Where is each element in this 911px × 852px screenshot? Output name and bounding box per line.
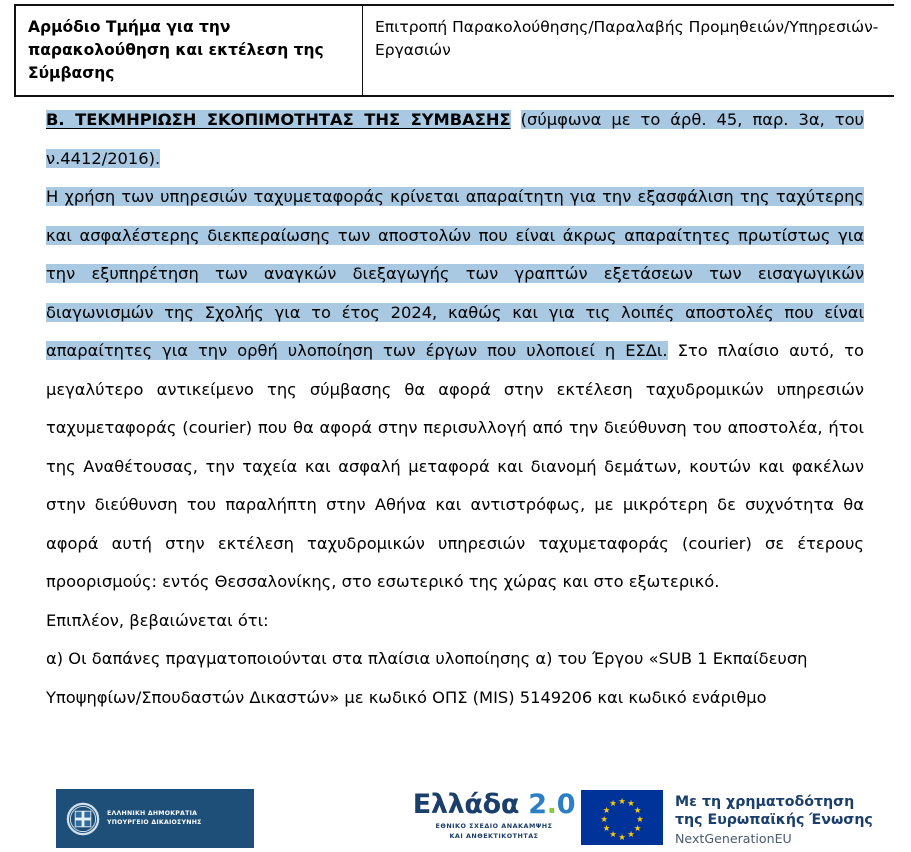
eu-star-icon: ★ — [633, 805, 642, 816]
ellada-version-major: 2 — [528, 789, 547, 820]
table-row — [15, 5, 894, 96]
greek-coat-of-arms-icon — [66, 802, 100, 836]
ellada-2-0-subtitle — [408, 822, 580, 841]
eu-star-icon: ★ — [618, 832, 626, 843]
section-heading-note: (σύμφωνα με το άρθ. 45, παρ. 3α, του ν.4412/2016). — [46, 110, 864, 168]
paragraph-item-a-text: α) Οι δαπάνες πραγματοποιούνται στα πλαίσια υλοποίησης α) του Έργου «SUB 1 Εκπαίδευση Υποψηφίων/Σπουδαστών Δικαστών» με κωδικό ΟΠΣ (MIS) 5149206 και κωδικό ενάριθμο — [46, 649, 808, 707]
eu-star-icon: ★ — [609, 799, 617, 810]
ellada-2-0-logo — [408, 791, 580, 842]
hellenic-republic-logo-text — [107, 810, 202, 828]
heading-spacer — [511, 110, 521, 129]
european-union-flag-icon — [581, 790, 663, 845]
paragraph-justification-rest: Στο πλαίσιο αυτό, το μεγαλύτερο αντικείμενο της σύμβασης θα αφορά στην εκτέλεση ταχυδρομικών υπηρεσιών ταχυμεταφοράς (courier) που θα αφορά στην περισυλλογή από την διεύθυνση του αποστολέα, ήτοι της Αναθέτουσας, την ταχεία και ασφαλή μεταφορά και διανομή δεμάτων, κουτών και φακέλων στην διεύθυνση του παραλήπτη στην Αθήνα και αντιστρόφως, με μικρότερη δε συχνότητα θα αφορά αυτή στην εκτέλεση ταχυδρομικών υπηρεσιών ταχυμεταφοράς (courier) σε έτερους προορισμούς: εντός Θεσσαλονίκης, στο εσωτερικό της χώρας και στο εξωτερικό. — [46, 341, 864, 591]
ellada-version-dot: . — [546, 789, 557, 820]
paragraph-item-a — [46, 640, 864, 717]
eu-star-icon: ★ — [602, 823, 611, 834]
hellenic-republic-logo — [56, 789, 254, 848]
paragraph-additional-intro-text: Επιπλέον, βεβαιώνεται ότι: — [46, 610, 269, 630]
ellada-subtitle-line1: ΕΘΝΙΚΟ ΣΧΕΔΙΟ ΑΝΑΚΑΜΨΗΣ — [435, 822, 553, 831]
ellada-version-minor: 0 — [556, 789, 576, 820]
eu-funding-line1: Με τη χρηματοδότηση — [675, 794, 855, 810]
paragraph-justification-highlighted: Η χρήση των υπηρεσιών ταχυμεταφοράς κρίνεται απαραίτητη για την εξασφάλιση της ταχύτερης και ασφαλέστερης διεκπεραίωσης των αποστολών που είναι άκρως απαραίτητες πρωτίστως για την εξυπηρέτηση των αναγκών διεξαγωγής των γραπτών εξετάσεων των εισαγωγικών διαγωνισμών της Σχολής για το έτος 2024, καθώς και για τις λοιπές αποστολές που είναι απαραίτητες για την ορθή υλοποίηση των έργων που υλοποιεί η ΕΣΔι. — [46, 187, 864, 360]
ellada-2-0-wordmark — [408, 791, 580, 819]
hellenic-republic-line1: ΕΛΛΗΝΙΚΗ ΔΗΜΟΚΡΑΤΙΑ — [107, 809, 198, 817]
paragraph-justification — [46, 178, 864, 602]
eu-star-icon: ★ — [636, 814, 644, 825]
eu-star-icon: ★ — [602, 805, 611, 816]
paragraph-additional-intro — [46, 602, 864, 641]
ellada-spacer — [519, 789, 528, 820]
eu-star-icon: ★ — [633, 823, 642, 834]
eu-star-icon: ★ — [600, 814, 608, 825]
footer-logos — [0, 789, 911, 852]
ellada-subtitle-line2: ΚΑΙ ΑΝΘΕΚΤΙΚΟΤΗΤΑΣ — [449, 831, 539, 840]
document-body — [46, 101, 864, 717]
eu-star-icon: ★ — [618, 797, 626, 807]
table-cell-responsible-department: Αρμόδιο Τμήμα για την παρακολούθηση και εκτέλεση της Σύμβασης — [15, 5, 363, 96]
eu-star-icon: ★ — [609, 830, 617, 841]
ellada-name: Ελλάδα — [412, 789, 520, 820]
hellenic-republic-line2: ΥΠΟΥΡΓΕΙΟ ΔΙΚΑΙΟΣΥΝΗΣ — [107, 818, 202, 826]
header-table — [14, 4, 894, 97]
eu-funding-logo — [581, 790, 873, 849]
eu-funding-line3: NextGenerationEU — [675, 831, 792, 847]
eu-funding-line2: της Ευρωπαϊκής Ένωσης — [675, 812, 873, 829]
section-heading-paragraph — [46, 101, 864, 178]
eu-star-icon: ★ — [627, 799, 635, 810]
eu-funding-text — [675, 790, 873, 849]
eu-star-icon: ★ — [627, 830, 635, 841]
section-heading: Β. ΤΕΚΜΗΡΙΩΣΗ ΣΚΟΠΙΜΟΤΗΤΑΣ ΤΗΣ ΣΥΜΒΑΣΗΣ — [46, 110, 511, 129]
table-cell-committee: Επιτροπή Παρακολούθησης/Παραλαβής Προμηθειών/Υπηρεσιών-Εργασιών — [363, 5, 895, 96]
